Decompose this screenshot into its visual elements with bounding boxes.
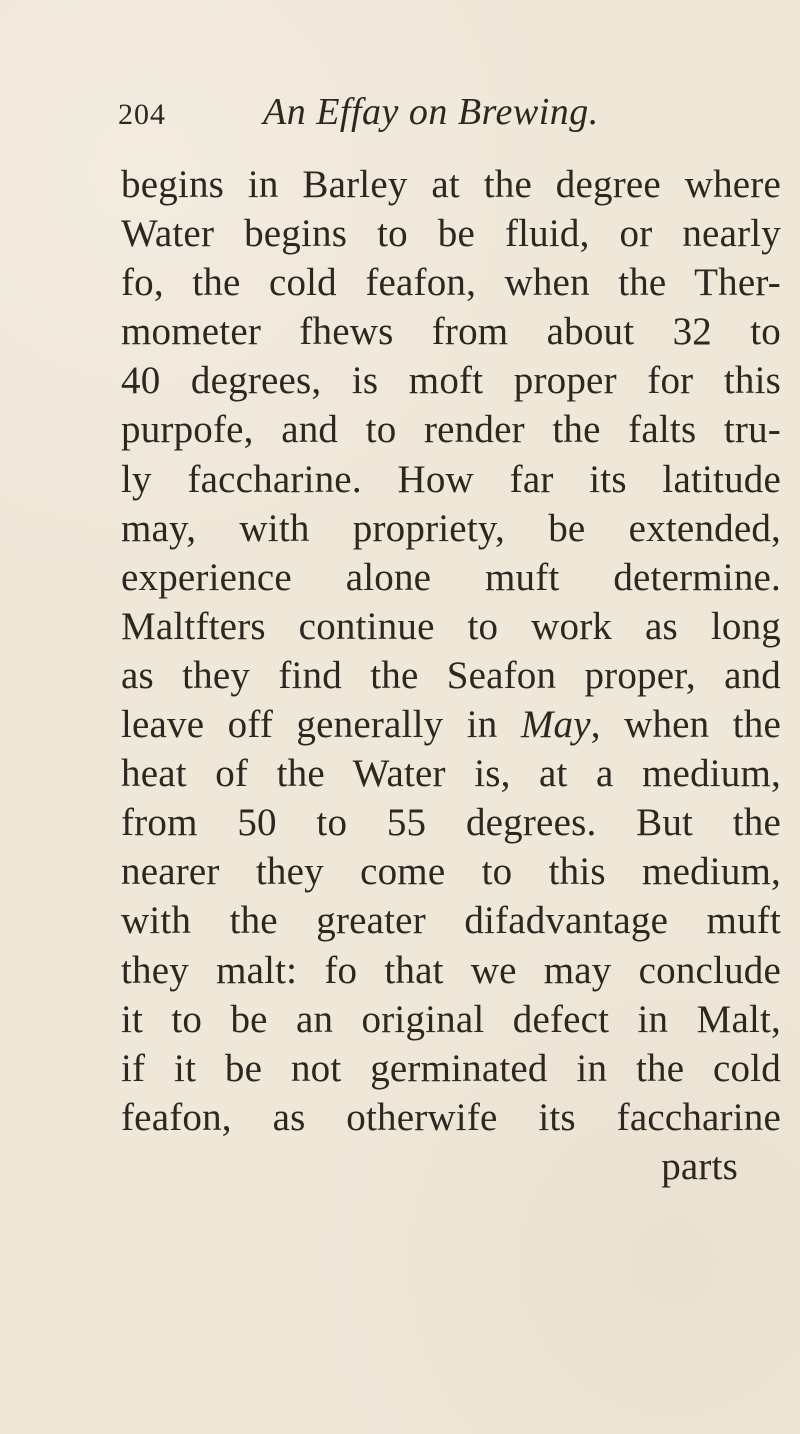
text-line: heat of the Water is, at a medium, bbox=[121, 752, 781, 796]
text-line: if it be not germinated in the cold bbox=[121, 1046, 781, 1090]
text-line: it to be an original defect in Malt, bbox=[121, 997, 781, 1041]
text-line: mometer fhews from about 32 to bbox=[121, 310, 781, 354]
text-line: purpofe, and to render the falts tru- bbox=[121, 408, 781, 452]
running-title: An Effay on Brewing. bbox=[263, 91, 599, 133]
text-line: as they find the Seafon proper, and bbox=[121, 653, 781, 697]
text-segment: leave off generally in bbox=[121, 703, 498, 747]
italic-month: May bbox=[520, 703, 591, 747]
catchword: parts bbox=[661, 1144, 738, 1188]
text-line bbox=[121, 700, 781, 749]
text-line: experience alone muft determine. bbox=[121, 555, 781, 599]
text-line: fo, the cold feafon, when the Ther- bbox=[121, 261, 781, 305]
text-line: may, with propriety, be extended, bbox=[121, 506, 781, 550]
text-line: with the greater difadvantage muft bbox=[121, 899, 781, 943]
text-line: begins in Barley at the degree where bbox=[121, 163, 781, 206]
page-header bbox=[118, 78, 678, 138]
text-line: ly faccharine. How far its latitude bbox=[121, 457, 781, 501]
text-line: they malt: fo that we may conclude bbox=[121, 948, 781, 992]
body-text bbox=[121, 160, 781, 1191]
text-line: feafon, as otherwife its faccharine bbox=[121, 1095, 781, 1139]
text-line: 40 degrees, is moft proper for this bbox=[121, 359, 781, 403]
text-line: Maltfters continue to work as long bbox=[121, 604, 781, 648]
text-segment: , when the bbox=[590, 703, 781, 747]
text-line: nearer they come to this medium, bbox=[121, 850, 781, 894]
page-number: 204 bbox=[118, 98, 166, 131]
text-line: from 50 to 55 degrees. But the bbox=[121, 801, 781, 845]
text-line: Water begins to be fluid, or nearly bbox=[121, 212, 781, 256]
